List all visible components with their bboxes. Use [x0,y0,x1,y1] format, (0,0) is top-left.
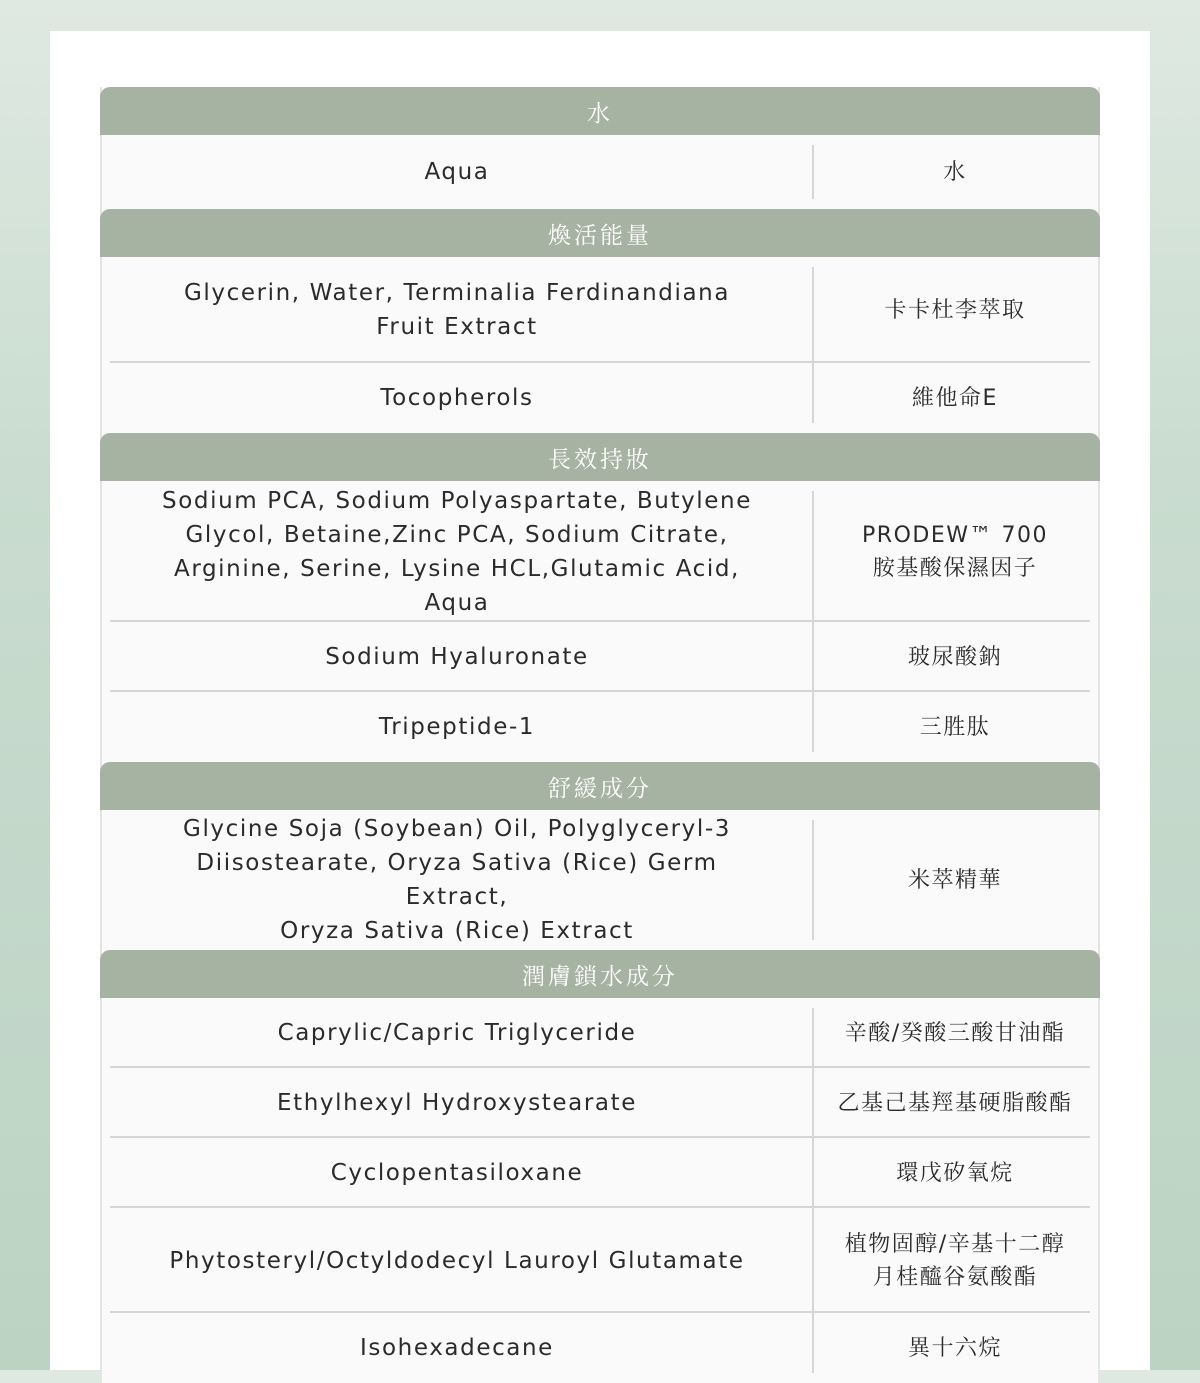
ingredient-chinese: 植物固醇/辛基十二醇 月桂醯谷氨酸酯 [812,1208,1098,1313]
ingredient-chinese: 米萃精華 [812,810,1098,950]
ingredient-english: Sodium PCA, Sodium Polyaspartate, Butylene Glycol, Betaine,Zinc PCA, Sodium Citrate, Arginine, Serine, Lysine HCL,Glutamic Acid, Aqua [162,487,752,616]
ingredient-chinese: 三胜肽 [812,692,1098,762]
ingredient-row [102,1068,1098,1138]
ingredient-chinese: 乙基己基羥基硬脂酸酯 [812,1068,1098,1138]
ingredient-chinese: 環戊矽氧烷 [812,1138,1098,1208]
ingredient-chinese: 卡卡杜李萃取 [812,257,1098,363]
ingredient-chinese: 辛酸/癸酸三酸甘油酯 [812,998,1098,1068]
ingredient-english: Caprylic/Capric Triglyceride [277,1020,637,1046]
ingredient-row [102,481,1098,622]
ingredient-row [102,692,1098,762]
ingredient-row [102,135,1098,209]
ingredient-row [102,1138,1098,1208]
section-header: 潤膚鎖水成分 [100,950,1100,998]
ingredient-english: Phytosteryl/Octyldodecyl Lauroyl Glutamate [169,1247,745,1274]
ingredient-row [102,998,1098,1068]
ingredient-english: Glycerin, Water, Terminalia Ferdinandiana Fruit Extract [183,280,731,340]
ingredient-chinese: 水 [812,135,1098,209]
ingredient-row [102,363,1098,433]
ingredient-english: Sodium Hyaluronate [325,644,589,670]
section-header: 水 [100,87,1100,135]
section-header: 舒緩成分 [100,762,1100,810]
ingredient-english: Tripeptide-1 [378,714,536,740]
ingredient-english: Cyclopentasiloxane [330,1160,584,1186]
section-header: 煥活能量 [100,209,1100,257]
ingredient-row [102,257,1098,363]
ingredient-english: Ethylhexyl Hydroxystearate [277,1090,637,1116]
ingredient-chinese: 異十六烷 [812,1313,1098,1383]
ingredient-row [102,1208,1098,1313]
section-header: 長效持妝 [100,433,1100,481]
ingredient-row [102,1313,1098,1383]
ingredients-card [50,31,1150,1370]
ingredient-english: Glycine Soja (Soybean) Oil, Polyglyceryl-3 Diisostearate, Oryza Sativa (Rice) Germ Extract, Oryza Sativa (Rice) Extract [183,816,731,944]
ingredient-row [102,622,1098,692]
ingredient-chinese: 維他命E [812,363,1098,433]
ingredient-english: Tocopherols [380,385,534,411]
ingredient-english: Isohexadecane [360,1335,554,1361]
ingredient-chinese: PRODEW™ 700 胺基酸保濕因子 [812,481,1098,622]
ingredients-table [100,87,1100,1383]
ingredient-row [102,810,1098,950]
ingredient-english: Aqua [424,159,490,185]
ingredient-chinese: 玻尿酸鈉 [812,622,1098,692]
